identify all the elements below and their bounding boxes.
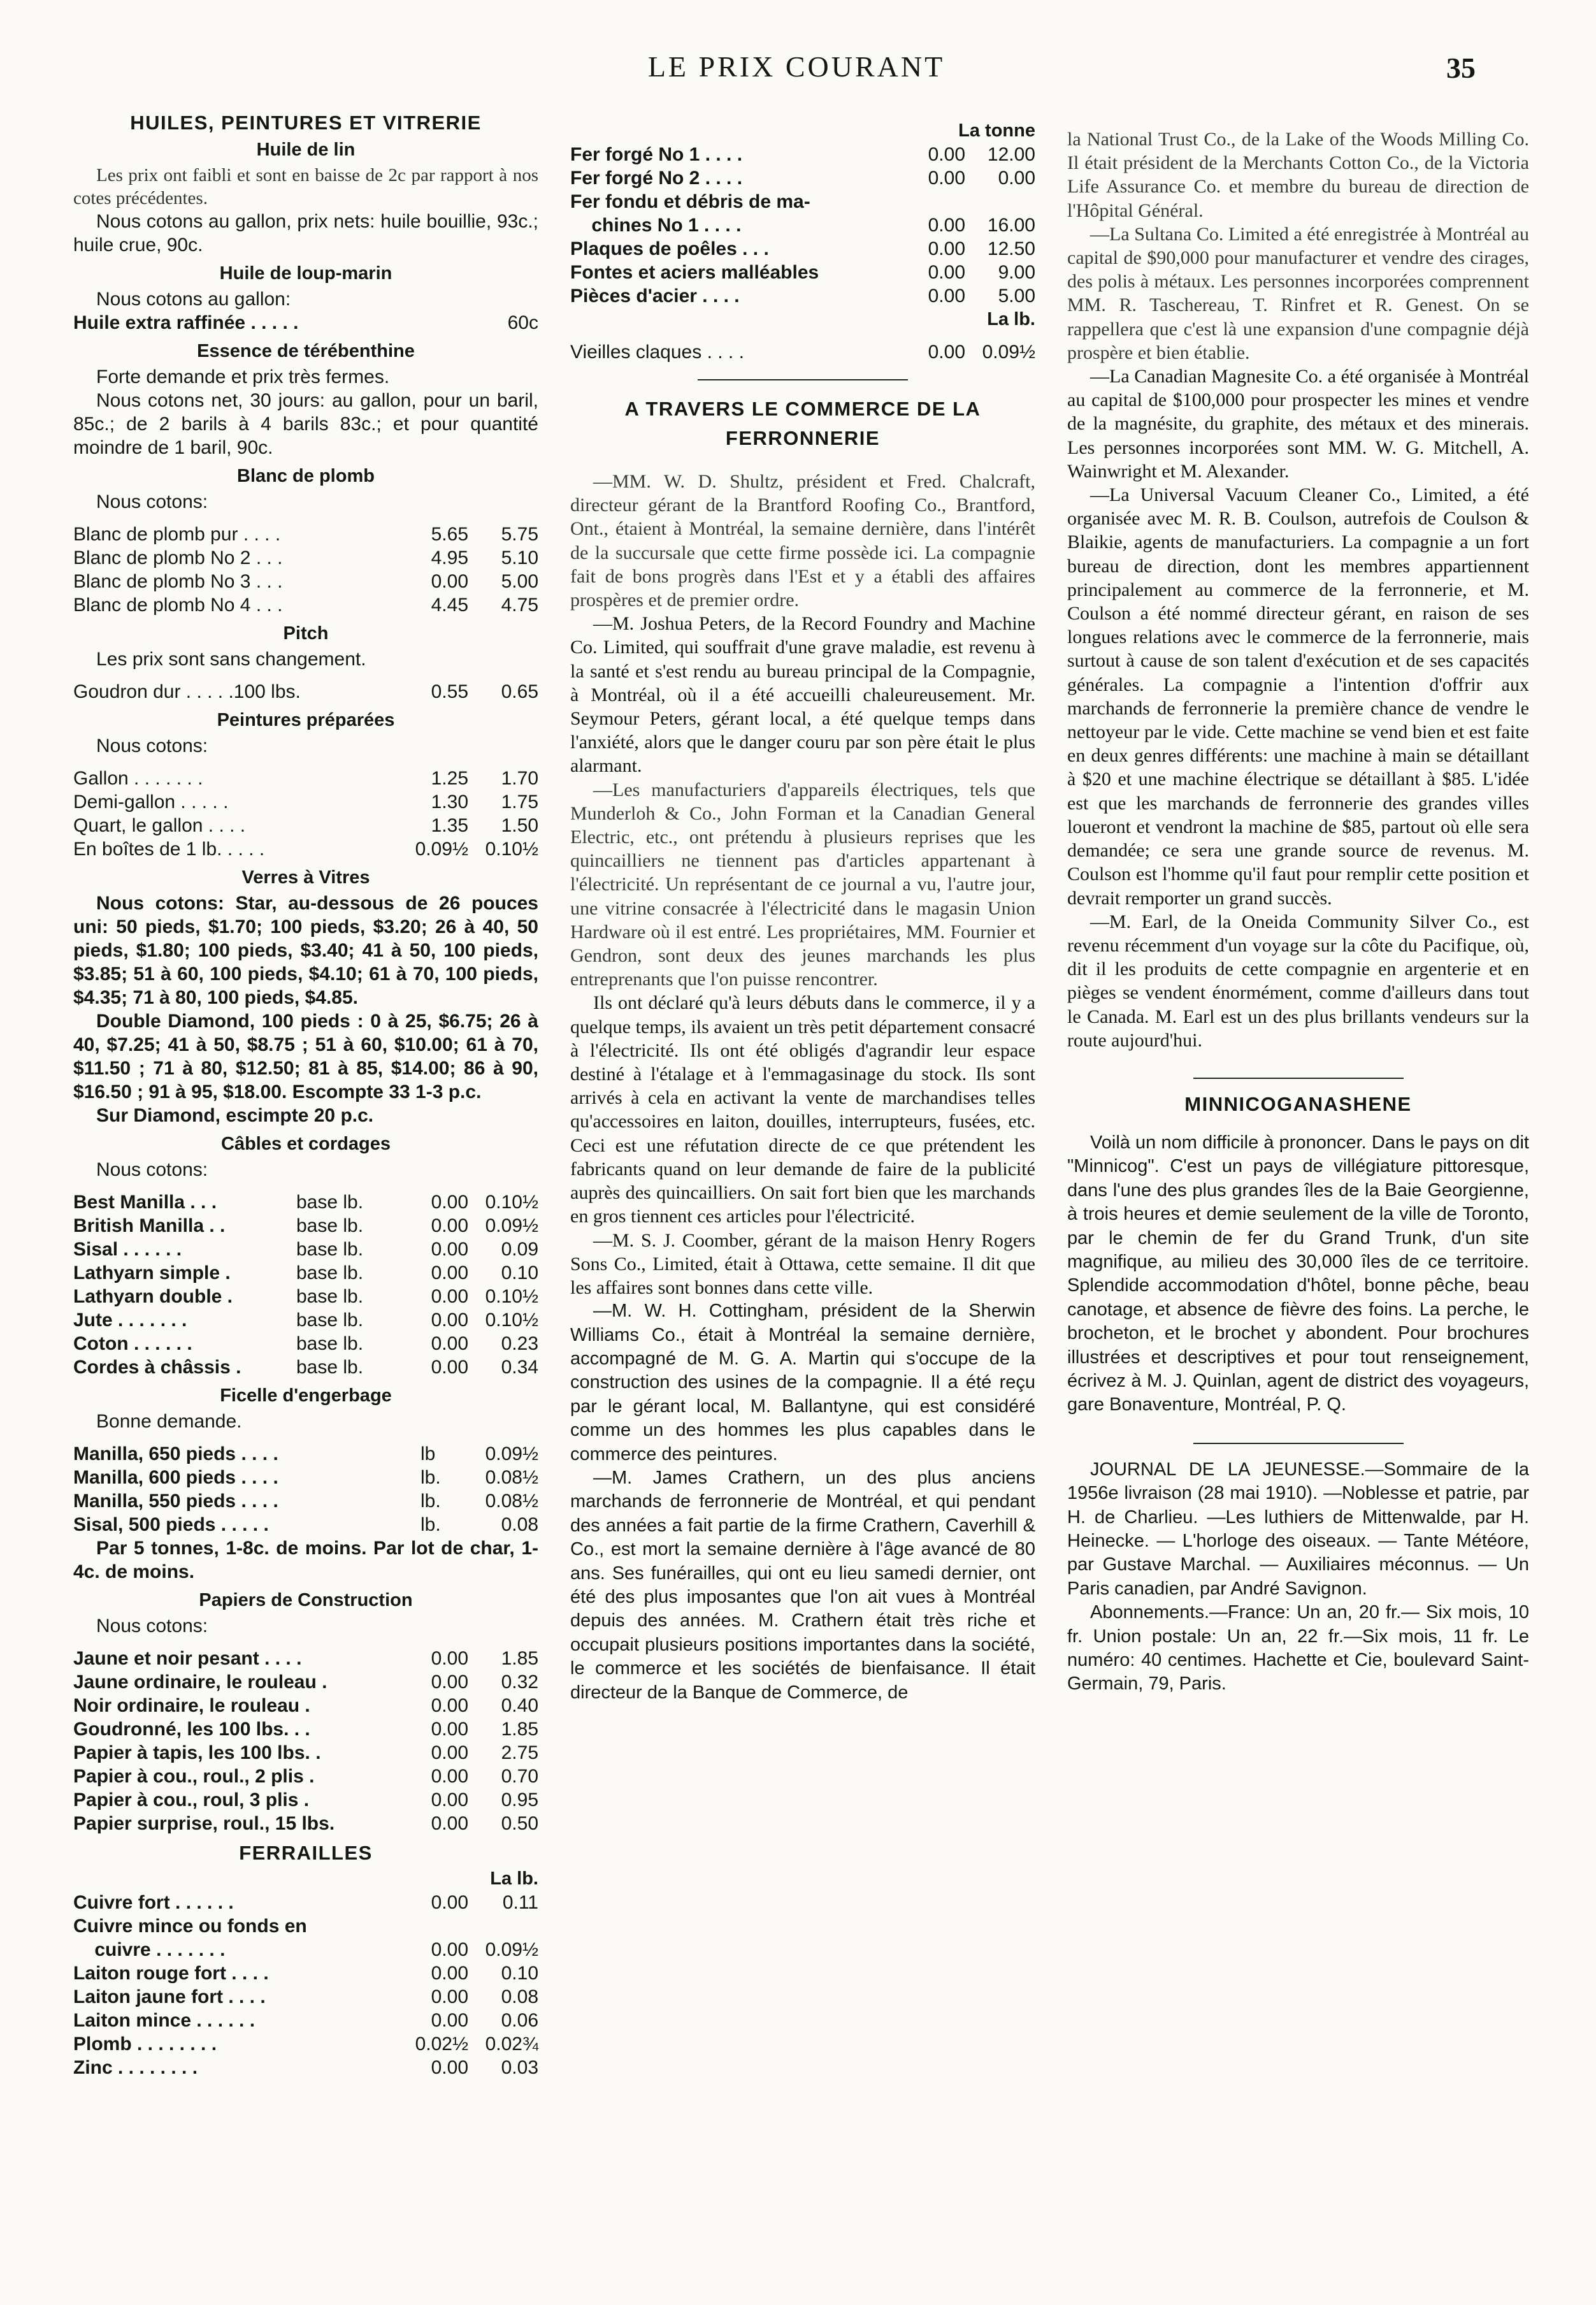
price-min: 0.00 (431, 1986, 468, 2007)
price-label: chines No 1 . . . . (570, 215, 742, 236)
column-commerce (570, 112, 1035, 1705)
price-list-ficelle (73, 1442, 538, 1536)
price-min: 0.02½ (415, 2034, 468, 2055)
price-min: 0.00 (928, 215, 965, 236)
price-max: 0.95 (501, 1789, 538, 1810)
price-row-huile-extra (73, 311, 538, 335)
price-label: Pièces d'acier . . . . (570, 285, 740, 307)
intro-ficelle: Bonne demande. (96, 1411, 242, 1432)
price-min: 4.95 (431, 547, 468, 568)
text-verres-sur: Sur Diamond, escimpte 20 p.c. (96, 1105, 374, 1126)
price-row (73, 1891, 538, 1914)
price-label: British Manilla . . (73, 1215, 226, 1236)
price-min: 0.00 (928, 168, 965, 189)
price-max: 0.03 (501, 2057, 538, 2078)
price-min: 0.00 (431, 1742, 468, 1763)
text-verres-double: Double Diamond, 100 pieds : 0 à 25, $6.75; 26 à 40, $7.25; 41 à 50, $8.75 ; 51 à 60, $10.00; 61 à 70, $11.50 ; 71 à 80, $12.50; 81 à 85, $14.00; 86 à 90, $16.50 ; 91 à 95, $18.00. Escompte 33 1-3 p.c. (73, 1011, 538, 1102)
intro-papiers: Nous cotons: (96, 1615, 208, 1637)
price-row (73, 1285, 538, 1308)
heading-terebenthine: Essence de térébenthine (197, 341, 415, 361)
claques-unit: La lb. (987, 309, 1035, 329)
article-paragraph: —M. Joshua Peters, de la Record Foundry and Machine Co. Limited, qui souffrait d'une grave maladie, est revenu à la santé et s'est rendu au bureau principal de la Compagnie, à Montréal, où il a été accueilli chaleureusement. Mr. Seymour Peters, gérant local, a été quelque temps dans l'anxiété, alors que le danger couru par son père était le plus alarmant. (570, 613, 1035, 777)
price-min: 0.00 (431, 1192, 468, 1213)
price-max: 1.75 (501, 791, 538, 813)
price-max: 0.23 (501, 1333, 538, 1354)
heading-ficelle: Ficelle d'engerbage (220, 1385, 392, 1406)
price-row (73, 570, 538, 593)
price-row (73, 1938, 538, 1962)
heading-loup-marin: Huile de loup-marin (219, 263, 392, 284)
price-max: 5.00 (501, 571, 538, 592)
price-min: 0.00 (928, 285, 965, 307)
price-max: 0.10½ (485, 839, 538, 860)
price-max: 0.11 (502, 1892, 538, 1913)
price-max: 0.09½ (485, 1939, 538, 1960)
price-row (73, 1647, 538, 1670)
price-row (73, 1985, 538, 2009)
price-label: Lathyarn simple . (73, 1262, 231, 1283)
price-min: 0.00 (431, 1813, 468, 1834)
price-max: 0.09½ (485, 1215, 538, 1236)
price-max: 0.06 (501, 2010, 538, 2031)
price-max: 0.09½ (982, 342, 1035, 363)
price-max: 0.08 (501, 1986, 538, 2007)
price-label: Blanc de plomb No 3 . . . (73, 571, 283, 592)
price-label: Jute . . . . . . . (73, 1310, 187, 1331)
heading-cables: Câbles et cordages (221, 1134, 391, 1154)
price-label: Sisal . . . . . . (73, 1239, 182, 1260)
price-label: Coton . . . . . . (73, 1333, 192, 1354)
article-paragraph: —MM. W. D. Shultz, président et Fred. Chalcraft, directeur gérant de la Brantford Roofing Co., Brantford, Ont., étaient à Montréal, la semaine dernière, dans l'intérêt de la succursale que cette firme possède ici. La compagnie fait de bons progrès dans l'Est et y a établi des affaires prospères et de premier ordre. (570, 471, 1035, 611)
price-max: 0.10½ (485, 1192, 538, 1213)
price-row (73, 790, 538, 814)
intro-cables: Nous cotons: (96, 1159, 208, 1180)
price-list-ferrailles (73, 1891, 538, 2079)
price-row (73, 1489, 538, 1513)
price-row (570, 284, 1035, 308)
price-list-cables (73, 1190, 538, 1379)
price-unit: lb. (421, 1491, 441, 1512)
article-paragraph: —La Sultana Co. Limited a été enregistrée à Montréal au capital de $90,000 pour manufacturer et vendre des cirages, des polis à métaux. Les personnes incorporées comprennent MM. R. Taschereau, T. Rinfret et R. Genest. On se rappellera que c'est là une expansion d'une compagnie déjà prospère et bien établie. (1067, 223, 1529, 363)
price-min: 0.00 (431, 1310, 468, 1331)
price-min: 0.00 (928, 238, 965, 259)
divider (1193, 1443, 1404, 1444)
price-min: 0.09½ (415, 839, 468, 860)
price-value: 0.09½ (485, 1443, 538, 1464)
price-min: 0.00 (431, 1963, 468, 1984)
price-label: Manilla, 600 pieds . . . . (73, 1467, 278, 1488)
price-max: 0.70 (501, 1766, 538, 1787)
price-min: 0.00 (431, 1695, 468, 1716)
price-row (73, 1812, 538, 1835)
price-label: Goudron dur . . . . .100 lbs. (73, 681, 301, 702)
price-label: Papier à cou., roul., 2 plis . (73, 1766, 315, 1787)
price-label: En boîtes de 1 lb. . . . . (73, 839, 265, 860)
price-max: 0.40 (501, 1695, 538, 1716)
price-row (570, 190, 1035, 213)
price-row (73, 1741, 538, 1765)
price-max: 12.00 (987, 144, 1035, 165)
price-min: 1.25 (431, 768, 468, 789)
price-unit: base lb. (296, 1310, 364, 1331)
ferrailles-unit: La lb. (490, 1868, 538, 1889)
price-label: Quart, le gallon . . . . (73, 815, 246, 836)
text-ficelle: Par 5 tonnes, 1-8c. de moins. Par lot de char, 1-4c. de moins. (73, 1538, 538, 1582)
heading-peintures: Peintures préparées (217, 710, 395, 730)
price-unit: base lb. (296, 1333, 364, 1354)
price-row (73, 1442, 538, 1466)
intro-peintures: Nous cotons: (96, 735, 208, 756)
divider (1193, 1078, 1404, 1079)
price-label: Fer forgé No 1 . . . . (570, 144, 743, 165)
price-min: 0.00 (431, 2057, 468, 2078)
section-title-huiles: HUILES, PEINTURES ET VITRERIE (130, 112, 482, 134)
heading-papiers: Papiers de Construction (199, 1590, 413, 1610)
price-label: Jaune ordinaire, le rouleau . (73, 1672, 327, 1693)
price-label: Lathyarn double . (73, 1286, 233, 1307)
price-value: 60c (507, 312, 538, 333)
article-paragraph: —M. Earl, de la Oneida Community Silver Co., est revenu récemment d'un voyage sur la côte du Pacifique, où, dit il les produits de cette compagnie en argenterie et en pièges se vendent énormément, comme d'ailleurs dans tout le Canada. M. Earl est un des plus brillants vendeurs sur la route aujourd'hui. (1067, 911, 1529, 1051)
price-min: 5.65 (431, 524, 468, 545)
price-max: 1.85 (501, 1648, 538, 1669)
text-terebenthine-1: Forte demande et prix très fermes. (96, 366, 390, 387)
section-title-commerce: A TRAVERS LE COMMERCE DE LA FERRONNERIE (624, 398, 981, 449)
price-list-papiers (73, 1647, 538, 1835)
price-row (570, 213, 1035, 237)
price-list-peintures (73, 767, 538, 861)
price-list-ferrailles-tonne (570, 143, 1035, 308)
price-max: 1.85 (501, 1719, 538, 1740)
divider (698, 379, 908, 380)
price-min: 0.00 (431, 1357, 468, 1378)
price-min: 0.00 (431, 1766, 468, 1787)
price-unit: lb (421, 1443, 436, 1464)
price-label: Blanc de plomb No 4 . . . (73, 595, 283, 616)
text-huile-lin-2: Nous cotons au gallon, prix nets: huile bouillie, 93c.; huile crue, 90c. (73, 211, 538, 256)
column-news (1067, 127, 1529, 1696)
price-unit: lb. (421, 1467, 441, 1488)
price-label: Plaques de poêles . . . (570, 238, 769, 259)
price-row (73, 546, 538, 570)
price-row (73, 1214, 538, 1238)
price-max: 5.10 (501, 547, 538, 568)
price-max: 0.65 (501, 681, 538, 702)
price-max: 0.02¾ (485, 2034, 538, 2055)
price-max: 0.10½ (485, 1286, 538, 1307)
text-journal-abonnements: Abonnements.—France: Un an, 20 fr.— Six mois, 10 fr. Union postale: Un an, 22 fr.—Six mois, 11 fr. Le numéro: 40 centimes. Hachette et Cie, boulevard Saint-Germain, 79, Paris. (1067, 1602, 1529, 1694)
price-max: 0.00 (998, 168, 1035, 189)
price-max: 0.34 (501, 1357, 538, 1378)
price-min: 0.00 (431, 1239, 468, 1260)
price-row (570, 237, 1035, 261)
price-max: 0.10 (501, 1262, 538, 1283)
price-min: 0.00 (928, 144, 965, 165)
price-max: 4.75 (501, 595, 538, 616)
price-max: 2.75 (501, 1742, 538, 1763)
text-huile-lin-1: Les prix ont faibli et sont en baisse de 2c par rapport à nos cotes précédentes. (73, 165, 538, 208)
price-row (73, 1238, 538, 1261)
heading-ferrailles: FERRAILLES (239, 1842, 373, 1864)
ferrailles-tonne-unit: La tonne (958, 120, 1035, 141)
price-row (73, 1788, 538, 1812)
price-unit: base lb. (296, 1215, 364, 1236)
price-label: Huile extra raffinée . . . . . (73, 312, 299, 333)
price-row (73, 523, 538, 546)
price-row-vieilles-claques (570, 340, 1035, 364)
text-journal-sommaire: JOURNAL DE LA JEUNESSE.—Sommaire de la 1956e livraison (28 mai 1910). —Noblesse et patrie, par H. de Charlieu. —Les luthiers de Mittenwalde, par H. Heinecke. — L'horloge des oiseaux. — Tante Météore, par Gustave Marchal. — Auxiliaires méconnus. — Un Paris canadien, par André Savignon. (1067, 1459, 1529, 1599)
price-row (73, 1765, 538, 1788)
price-row (73, 1914, 538, 1938)
price-min: 4.45 (431, 595, 468, 616)
price-max: 0.09 (501, 1239, 538, 1260)
price-min: 0.00 (928, 342, 965, 363)
price-max: 1.70 (501, 768, 538, 789)
price-max: 12.50 (987, 238, 1035, 259)
price-label: Papier surprise, roul., 15 lbs. (73, 1813, 335, 1834)
price-max: 0.32 (501, 1672, 538, 1693)
price-unit: base lb. (296, 1286, 364, 1307)
price-label: Best Manilla . . . (73, 1192, 217, 1213)
price-row (73, 767, 538, 790)
article-paragraph: —M. S. J. Coomber, gérant de la maison Henry Rogers Sons Co., Limited, était à Ottawa, cette semaine. Il dit que les affaires sont bonnes dans cette ville. (570, 1229, 1035, 1298)
article-paragraph: —La Universal Vacuum Cleaner Co., Limited, a été organisée avec M. R. B. Coulson, autrefois de Coulson & Blaikie, agents de manufacturiers. La compagnie a un fort bureau de direction, dont les membres appartiennent principalement au commerce de la ferronnerie, et M. Coulson a été nommé directeur gérant, en raison de ses longues relations avec le commerce de la ferronnerie, mais surtout à cause de son talent d'exécution et de ses capacités générales. La compagnie a l'intention d'offrir aux marchands de ferronnerie la première chance de vendre le nettoyeur par le vide. Cette machine se vend bien et est faite en deux genres différents: une machine à main se détaillant à $20 et une machine électrique se détaillant à $85. L'idée est que les marchands de ferronnerie des grandes villes loueront et vendront la machine de $85, partout où elle sera demandée; ce sera une grande source de revenus. M. Coulson est l'homme qu'il faut pour remplir cette position et devrait remporter un grand succès. (1067, 484, 1529, 909)
price-row (73, 1190, 538, 1214)
price-label: Blanc de plomb pur . . . . (73, 524, 281, 545)
price-unit: base lb. (296, 1192, 364, 1213)
price-label: Zinc . . . . . . . . (73, 2057, 198, 2078)
price-max: 0.10½ (485, 1310, 538, 1331)
text-verres-star: Nous cotons: Star, au-dessous de 26 pouces uni: 50 pieds, $1.70; 100 pieds, $3.20; 26 à 40, 50 pieds, $1.80; 100 pieds, $3.40; 41 à 50, 100 pieds, $3.85; 51 à 60, 100 pieds, $4.10; 61 à 70, 100 pieds, $4.35; 71 à 80, 100 pieds, $4.85. (73, 893, 538, 1008)
price-label: Fer fondu et débris de ma- (570, 191, 810, 212)
price-unit: base lb. (296, 1357, 364, 1378)
price-row (570, 143, 1035, 166)
heading-minnicog: MINNICOGANASHENE (1184, 1092, 1412, 1115)
price-max: 5.75 (501, 524, 538, 545)
price-label: Cordes à châssis . (73, 1357, 241, 1378)
price-unit: base lb. (296, 1239, 364, 1260)
price-min: 1.30 (431, 791, 468, 813)
price-unit: lb. (421, 1514, 441, 1535)
price-min: 0.00 (431, 1939, 468, 1960)
price-label: Papier à cou., roul, 3 plis . (73, 1789, 310, 1810)
price-max: 9.00 (998, 262, 1035, 283)
price-min: 0.00 (431, 1286, 468, 1307)
price-row (73, 2032, 538, 2056)
price-label: Papier à tapis, les 100 lbs. . (73, 1742, 321, 1763)
price-label: Laiton mince . . . . . . (73, 2010, 255, 2031)
price-max: 5.00 (998, 285, 1035, 307)
text-pitch: Les prix sont sans changement. (96, 649, 366, 670)
price-row (73, 837, 538, 861)
price-max: 0.50 (501, 1813, 538, 1834)
price-row (73, 1466, 538, 1489)
price-row (73, 1513, 538, 1536)
price-row (73, 1717, 538, 1741)
price-label: Vieilles claques . . . . (570, 342, 744, 363)
price-list-blanc-plomb (73, 523, 538, 617)
price-min: 0.00 (431, 1789, 468, 1810)
price-min: 0.00 (431, 1719, 468, 1740)
price-label: Manilla, 550 pieds . . . . (73, 1491, 278, 1512)
price-label: Laiton rouge fort . . . . (73, 1963, 269, 1984)
price-value: 0.08½ (485, 1491, 538, 1512)
article-paragraph: —Les manufacturiers d'appareils électriques, tels que Munderloh & Co., John Forman et la Canadian General Electric, etc., ont prétendu à plusieurs reprises que les quincailliers ne tiennent pas d'articles appartenant à l'électricité. Un représentant de ce journal a vu, l'autre jour, une vitrine consacrée à l'électricité dans le magasin Union Hardware où il est entré. Les propriétaires, MM. Fournier et Gendron, sont deux des jeunes marchands les plus entreprenants que l'on puisse rencontrer. (570, 779, 1035, 990)
price-row (73, 1694, 538, 1717)
text-terebenthine-2: Nous cotons net, 30 jours: au gallon, pour un baril, 85c.; de 2 barils à 4 barils 83c.; et pour quantité moindre de 1 baril, 90c. (73, 390, 538, 458)
price-label: Noir ordinaire, le rouleau . (73, 1695, 310, 1716)
article-paragraph: Ils ont déclaré qu'à leurs débuts dans le commerce, il y a quelque temps, ils avaient un très petit département consacré à l'électricité. Ils ont été obligés d'agrandir leur espace destiné à l'étalage et à l'emmagasinage du stock. Ils sont arrivés à cela en activant la vente de marchandises telles qu'accessoires en laiton, douilles, interrupteurs, fusées, etc. Ceci est une réfutation directe de ce que prétendent les fabricants quand on leur demande de faire de la publicité auprès des quincailliers. On sait fort bien que les marchands en gros tiennent ces articles pour l'électricité. (570, 992, 1035, 1227)
price-value: 0.08½ (485, 1467, 538, 1488)
price-max: 1.50 (501, 815, 538, 836)
price-min: 0.55 (431, 681, 468, 702)
price-label: Sisal, 500 pieds . . . . . (73, 1514, 269, 1535)
price-max: 16.00 (987, 215, 1035, 236)
price-min: 0.00 (431, 1333, 468, 1354)
price-row (73, 1261, 538, 1285)
price-row (73, 2056, 538, 2079)
heading-pitch: Pitch (283, 623, 329, 644)
price-label: Blanc de plomb No 2 . . . (73, 547, 283, 568)
price-label: Manilla, 650 pieds . . . . (73, 1443, 278, 1464)
price-label: Plomb . . . . . . . . (73, 2034, 217, 2055)
price-label: cuivre . . . . . . . (73, 1939, 226, 1960)
intro-blanc-plomb: Nous cotons: (96, 491, 208, 512)
article-paragraph: —La Canadian Magnesite Co. a été organisée à Montréal au capital de $100,000 pour prospecter les mines et vendre de la magnésite, du graphite, des métaux et des minerais. Les personnes incorporées sont MM. W. G. Mitchell, A. Wainwright et M. Alexander. (1067, 366, 1529, 482)
price-min: 0.00 (928, 262, 965, 283)
price-row (73, 593, 538, 617)
price-label: Cuivre fort . . . . . . (73, 1892, 234, 1913)
price-min: 0.00 (431, 571, 468, 592)
heading-huile-lin: Huile de lin (256, 140, 356, 160)
price-label: Cuivre mince ou fonds en (73, 1916, 307, 1937)
heading-blanc-plomb: Blanc de plomb (237, 466, 375, 486)
price-min: 1.35 (431, 815, 468, 836)
price-value: 0.08 (501, 1514, 538, 1535)
price-min: 0.00 (431, 1262, 468, 1283)
price-row (570, 166, 1035, 190)
price-label: Fontes et aciers malléables (570, 262, 819, 283)
text-minnicog: Voilà un nom difficile à prononcer. Dans le pays on dit "Minnicog". C'est un pays de villégiature pittoresque, dans l'une des plus grandes îles de la Baie Georgienne, à trois heures et demie seulement de la ville de Toronto, par le chemin de fer du Grand Trunk, d'un site magnifique, au milieu des 30,000 îles de ce territoire. Splendide accommodation d'hôtel, bonne pêche, beau canotage, et absence de fièvre des foins. La perche, le brocheton, et le brochet y abondent. Pour brochures illustrées et descriptives et pour tout renseignement, écrivez à M. J. Quinlan, agent de district des voyageurs, gare Bonaventure, Montréal, P. Q. (1067, 1132, 1529, 1415)
price-row (570, 261, 1035, 284)
page-header-title: LE PRIX COURANT (647, 50, 945, 83)
price-row (73, 814, 538, 837)
price-row (73, 2009, 538, 2032)
price-row (73, 1670, 538, 1694)
column-prices (73, 112, 538, 2079)
price-min: 0.00 (431, 1672, 468, 1693)
price-min: 0.00 (431, 1648, 468, 1669)
price-label: Fer forgé No 2 . . . . (570, 168, 743, 189)
price-row-goudron (73, 680, 538, 704)
price-unit: base lb. (296, 1262, 364, 1283)
article-paragraph: —M. James Crathern, un des plus anciens marchands de ferronnerie de Montréal, et qui pendant des années a fait partie de la firme Crathern, Caverhill & Co., est mort la semaine dernière à l'âge avancé de 80 ans. Ses funérailles, qui ont eu lieu samedi dernier, ont été des plus imposantes que l'on ait vues à Montréal depuis des années. M. Crathern était très riche et occupait plusieurs positions importantes dans la société, le commerce et les sociétés de bienfaisance. Il était directeur de la Banque de Commerce, de (570, 1467, 1035, 1703)
price-row (73, 1355, 538, 1379)
price-label: Goudronné, les 100 lbs. . . (73, 1719, 310, 1740)
price-label: Laiton jaune fort . . . . (73, 1986, 266, 2007)
price-row (73, 1308, 538, 1332)
price-row (73, 1332, 538, 1355)
article-paragraph: la National Trust Co., de la Lake of the Woods Milling Co. Il était président de la Merchants Cotton Co., de la Victoria Life Assurance Co. et membre du bureau de direction de l'Hôpital Général. (1067, 129, 1529, 221)
price-label: Gallon . . . . . . . (73, 768, 203, 789)
price-min: 0.00 (431, 2010, 468, 2031)
page-number: 35 (1446, 52, 1476, 84)
price-max: 0.10 (501, 1963, 538, 1984)
price-min: 0.00 (431, 1892, 468, 1913)
price-row (73, 1962, 538, 1985)
price-min: 0.00 (431, 1215, 468, 1236)
price-label: Demi-gallon . . . . . (73, 791, 229, 813)
heading-verres: Verres à Vitres (241, 867, 370, 888)
price-label: Jaune et noir pesant . . . . (73, 1648, 302, 1669)
intro-loup-marin: Nous cotons au gallon: (96, 289, 291, 310)
article-paragraph: —M. W. H. Cottingham, président de la Sherwin Williams Co., était à Montréal la semaine dernière, accompagné de M. G. A. Martin qui s'occupe de la construction des usines de la compagnie. Il a été reçu par le gérant local, M. Ballantyne, qui est considéré comme un des hommes les plus capables dans le commerce des peintures. (570, 1301, 1035, 1464)
